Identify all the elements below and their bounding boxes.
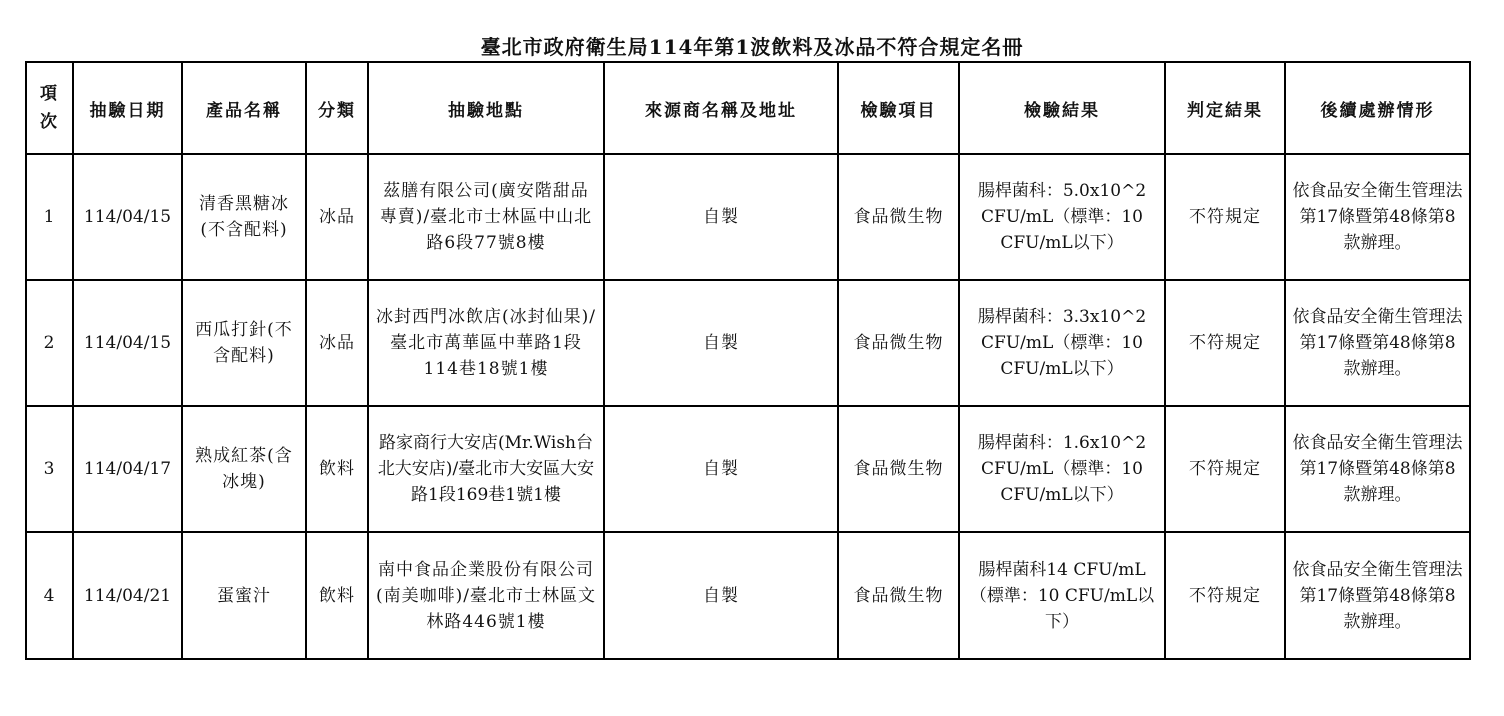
cell-test-item: 食品微生物 (838, 280, 959, 406)
cell-no: 2 (26, 280, 73, 406)
table-row (26, 532, 1470, 659)
header-row (26, 62, 1470, 154)
cell-test-result: 腸桿菌科：3.3x10^2 CFU/mL（標準：10 CFU/mL以下） (959, 280, 1165, 406)
cell-date: 114/04/17 (73, 406, 182, 532)
cell-category: 冰品 (306, 280, 368, 406)
header-source: 來源商名稱及地址 (604, 62, 838, 154)
cell-no: 3 (26, 406, 73, 532)
document-title: 臺北市政府衛生局114年第1波飲料及冰品不符合規定名冊 (480, 35, 1024, 59)
cell-test-item: 食品微生物 (838, 532, 959, 659)
header-test-item: 檢驗項目 (838, 62, 959, 154)
cell-follow-up: 依食品安全衛生管理法第17條暨第48條第8款辦理。 (1285, 532, 1470, 659)
cell-test-result: 腸桿菌科：1.6x10^2 CFU/mL（標準：10 CFU/mL以下） (959, 406, 1165, 532)
cell-test-item: 食品微生物 (838, 406, 959, 532)
cell-test-result: 腸桿菌科：5.0x10^2 CFU/mL（標準：10 CFU/mL以下） (959, 154, 1165, 280)
header-item-no: 項次 (26, 62, 73, 154)
cell-follow-up: 依食品安全衛生管理法第17條暨第48條第8款辦理。 (1285, 154, 1470, 280)
cell-category: 飲料 (306, 532, 368, 659)
cell-judgment: 不符規定 (1165, 532, 1285, 659)
cell-follow-up: 依食品安全衛生管理法第17條暨第48條第8款辦理。 (1285, 280, 1470, 406)
cell-product: 西瓜打針(不含配料) (182, 280, 306, 406)
header-test-result: 檢驗結果 (959, 62, 1165, 154)
cell-location: 冰封西門冰飲店(冰封仙果)/臺北市萬華區中華路1段114巷18號1樓 (368, 280, 604, 406)
cell-test-result: 腸桿菌科14 CFU/mL（標準：10 CFU/mL以下） (959, 532, 1165, 659)
cell-location: 路家商行大安店(Mr.Wish台北大安店)/臺北市大安區大安路1段169巷1號1樓 (368, 406, 604, 532)
noncompliance-table (25, 61, 1471, 660)
cell-follow-up: 依食品安全衛生管理法第17條暨第48條第8款辦理。 (1285, 406, 1470, 532)
cell-no: 1 (26, 154, 73, 280)
cell-category: 冰品 (306, 154, 368, 280)
cell-test-item: 食品微生物 (838, 154, 959, 280)
cell-date: 114/04/15 (73, 280, 182, 406)
table-row (26, 280, 1470, 406)
header-date: 抽驗日期 (73, 62, 182, 154)
header-judgment: 判定結果 (1165, 62, 1285, 154)
cell-product: 蛋蜜汁 (182, 532, 306, 659)
cell-source: 自製 (604, 154, 838, 280)
cell-judgment: 不符規定 (1165, 280, 1285, 406)
cell-judgment: 不符規定 (1165, 406, 1285, 532)
cell-product: 清香黑糖冰(不含配料) (182, 154, 306, 280)
cell-location: 南中食品企業股份有限公司(南美咖啡)/臺北市士林區文林路446號1樓 (368, 532, 604, 659)
cell-no: 4 (26, 532, 73, 659)
cell-source: 自製 (604, 532, 838, 659)
header-follow-up: 後續處辦情形 (1285, 62, 1470, 154)
cell-product: 熟成紅茶(含冰塊) (182, 406, 306, 532)
cell-date: 114/04/15 (73, 154, 182, 280)
cell-source: 自製 (604, 406, 838, 532)
header-location: 抽驗地點 (368, 62, 604, 154)
cell-source: 自製 (604, 280, 838, 406)
cell-category: 飲料 (306, 406, 368, 532)
cell-date: 114/04/21 (73, 532, 182, 659)
table-row (26, 406, 1470, 532)
header-category: 分類 (306, 62, 368, 154)
header-product: 產品名稱 (182, 62, 306, 154)
cell-judgment: 不符規定 (1165, 154, 1285, 280)
cell-location: 茲膳有限公司(廣安階甜品專賣)/臺北市士林區中山北路6段77號8樓 (368, 154, 604, 280)
table-row (26, 154, 1470, 280)
